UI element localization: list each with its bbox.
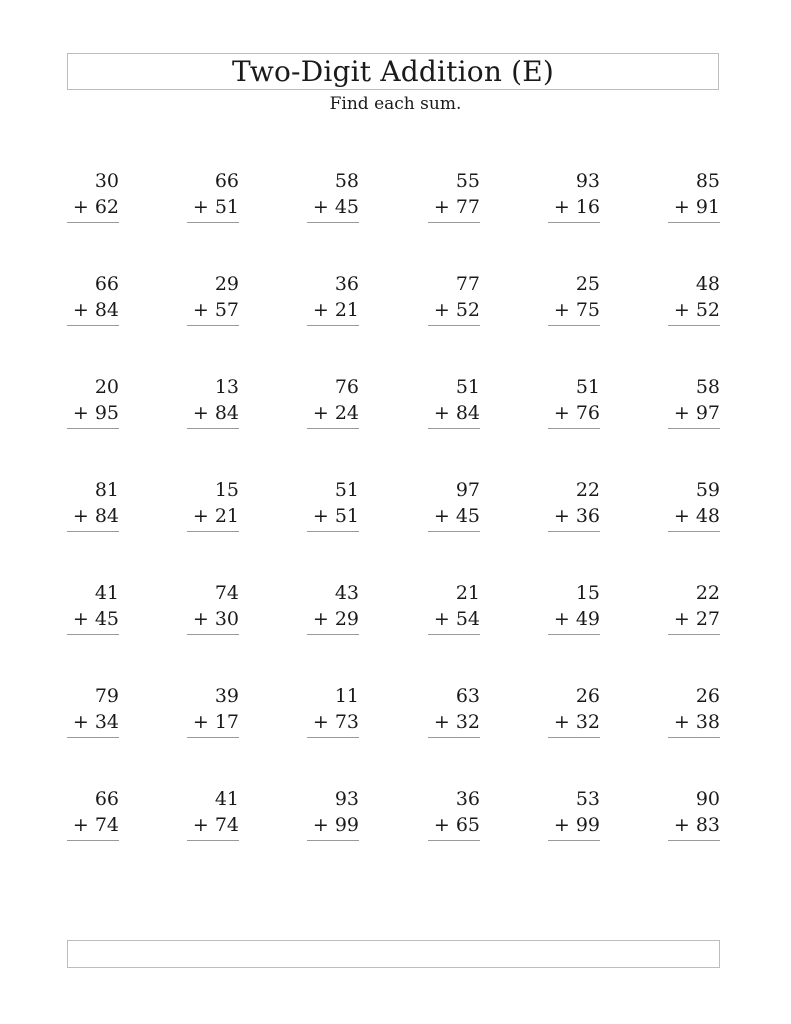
addend-top: 26 [575,685,600,707]
sum-line [67,222,119,223]
problem-row [67,683,721,786]
sum-line [307,428,359,429]
addend-top: 51 [575,376,600,398]
problem-row [67,580,721,683]
addend-bottom: + 99 [312,814,359,836]
footer-box [67,940,720,968]
addition-problem [187,683,239,738]
sum-line [428,634,480,635]
addition-problem [307,168,359,223]
addend-top: 90 [695,788,720,810]
addend-bottom: + 27 [673,608,720,630]
problem-grid [67,168,721,889]
addend-top: 55 [455,170,480,192]
addend-top: 36 [334,273,359,295]
addition-problem [428,271,480,326]
sum-line [307,222,359,223]
addend-top: 66 [94,273,119,295]
addend-bottom: + 32 [433,711,480,733]
addition-problem [668,374,720,429]
problem-row [67,786,721,889]
sum-line [668,737,720,738]
addend-bottom: + 45 [312,196,359,218]
addend-top: 66 [94,788,119,810]
sum-line [307,531,359,532]
addend-bottom: + 51 [312,505,359,527]
addition-problem [67,374,119,429]
addition-problem [428,580,480,635]
addend-top: 48 [695,273,720,295]
addition-problem [668,168,720,223]
addend-top: 76 [334,376,359,398]
addend-top: 41 [94,582,119,604]
addend-bottom: + 84 [433,402,480,424]
addition-problem [67,477,119,532]
addend-top: 93 [334,788,359,810]
addition-problem [548,374,600,429]
sum-line [67,634,119,635]
addition-problem [548,271,600,326]
sum-line [548,325,600,326]
addend-top: 63 [455,685,480,707]
addition-problem [428,786,480,841]
addition-problem [668,683,720,738]
addend-bottom: + 74 [72,814,119,836]
sum-line [307,634,359,635]
addition-problem [187,477,239,532]
addend-bottom: + 84 [72,505,119,527]
sum-line [428,325,480,326]
addend-bottom: + 38 [673,711,720,733]
addition-problem [307,374,359,429]
sum-line [428,531,480,532]
sum-line [668,428,720,429]
sum-line [548,737,600,738]
sum-line [67,737,119,738]
addend-bottom: + 76 [553,402,600,424]
sum-line [548,634,600,635]
addition-problem [67,683,119,738]
addend-bottom: + 34 [72,711,119,733]
problem-row [67,477,721,580]
addend-bottom: + 74 [192,814,239,836]
addend-bottom: + 99 [553,814,600,836]
addend-bottom: + 52 [673,299,720,321]
addend-top: 58 [695,376,720,398]
problem-row [67,374,721,477]
addend-top: 51 [334,479,359,501]
addition-problem [67,271,119,326]
addition-problem [187,271,239,326]
addend-top: 15 [575,582,600,604]
addend-top: 30 [94,170,119,192]
sum-line [548,840,600,841]
sum-line [187,428,239,429]
addend-bottom: + 52 [433,299,480,321]
addend-bottom: + 21 [312,299,359,321]
addition-problem [187,580,239,635]
addend-top: 36 [455,788,480,810]
addend-top: 81 [94,479,119,501]
addend-bottom: + 95 [72,402,119,424]
addend-bottom: + 49 [553,608,600,630]
addend-top: 77 [455,273,480,295]
addend-bottom: + 57 [192,299,239,321]
addend-top: 20 [94,376,119,398]
addend-top: 43 [334,582,359,604]
addend-top: 39 [214,685,239,707]
addend-bottom: + 29 [312,608,359,630]
addition-problem [428,168,480,223]
addend-top: 97 [455,479,480,501]
sum-line [187,737,239,738]
sum-line [187,634,239,635]
addend-bottom: + 24 [312,402,359,424]
sum-line [187,531,239,532]
addend-top: 29 [214,273,239,295]
sum-line [668,531,720,532]
sum-line [307,737,359,738]
sum-line [428,840,480,841]
sum-line [307,325,359,326]
addition-problem [668,580,720,635]
addend-bottom: + 36 [553,505,600,527]
addend-top: 11 [334,685,359,707]
addend-bottom: + 97 [673,402,720,424]
addend-top: 41 [214,788,239,810]
addition-problem [307,477,359,532]
addition-problem [548,168,600,223]
instructions: Find each sum. [329,94,462,114]
addend-top: 66 [214,170,239,192]
addition-problem [307,786,359,841]
addend-bottom: + 45 [433,505,480,527]
sum-line [548,222,600,223]
addend-bottom: + 77 [433,196,480,218]
addend-bottom: + 51 [192,196,239,218]
problem-row [67,168,721,271]
title-box [67,53,719,90]
addend-bottom: + 91 [673,196,720,218]
addition-problem [428,374,480,429]
sum-line [428,737,480,738]
addend-bottom: + 83 [673,814,720,836]
addend-bottom: + 84 [72,299,119,321]
addend-top: 53 [575,788,600,810]
addend-bottom: + 30 [192,608,239,630]
addend-bottom: + 17 [192,711,239,733]
addend-top: 22 [695,582,720,604]
sum-line [67,325,119,326]
addend-top: 22 [575,479,600,501]
sum-line [428,222,480,223]
addend-top: 21 [455,582,480,604]
addition-problem [187,786,239,841]
addend-top: 85 [695,170,720,192]
addition-problem [548,477,600,532]
sum-line [548,531,600,532]
addend-top: 26 [695,685,720,707]
addend-bottom: + 48 [673,505,720,527]
sum-line [187,222,239,223]
addend-bottom: + 65 [433,814,480,836]
addend-bottom: + 62 [72,196,119,218]
addend-bottom: + 84 [192,402,239,424]
addend-top: 13 [214,376,239,398]
sum-line [307,840,359,841]
addition-problem [548,683,600,738]
addend-bottom: + 73 [312,711,359,733]
addition-problem [307,580,359,635]
addition-problem [428,477,480,532]
addition-problem [187,168,239,223]
sum-line [548,428,600,429]
sum-line [67,428,119,429]
addition-problem [668,271,720,326]
addition-problem [548,580,600,635]
addition-problem [668,786,720,841]
addend-bottom: + 21 [192,505,239,527]
addition-problem [548,786,600,841]
addition-problem [67,168,119,223]
addend-top: 51 [455,376,480,398]
sum-line [67,840,119,841]
sum-line [668,325,720,326]
addition-problem [187,374,239,429]
addend-top: 59 [695,479,720,501]
addend-bottom: + 75 [553,299,600,321]
sum-line [187,840,239,841]
sum-line [668,840,720,841]
addend-top: 15 [214,479,239,501]
sum-line [67,531,119,532]
sum-line [668,222,720,223]
addend-top: 58 [334,170,359,192]
addend-bottom: + 45 [72,608,119,630]
addend-bottom: + 16 [553,196,600,218]
addend-bottom: + 54 [433,608,480,630]
addend-top: 25 [575,273,600,295]
addend-bottom: + 32 [553,711,600,733]
addition-problem [67,580,119,635]
sum-line [668,634,720,635]
addend-top: 74 [214,582,239,604]
addition-problem [428,683,480,738]
sum-line [428,428,480,429]
addition-problem [67,786,119,841]
addend-top: 79 [94,685,119,707]
addend-top: 93 [575,170,600,192]
page-title: Two-Digit Addition (E) [231,54,555,88]
addition-problem [307,683,359,738]
addition-problem [668,477,720,532]
sum-line [187,325,239,326]
problem-row [67,271,721,374]
addition-problem [307,271,359,326]
